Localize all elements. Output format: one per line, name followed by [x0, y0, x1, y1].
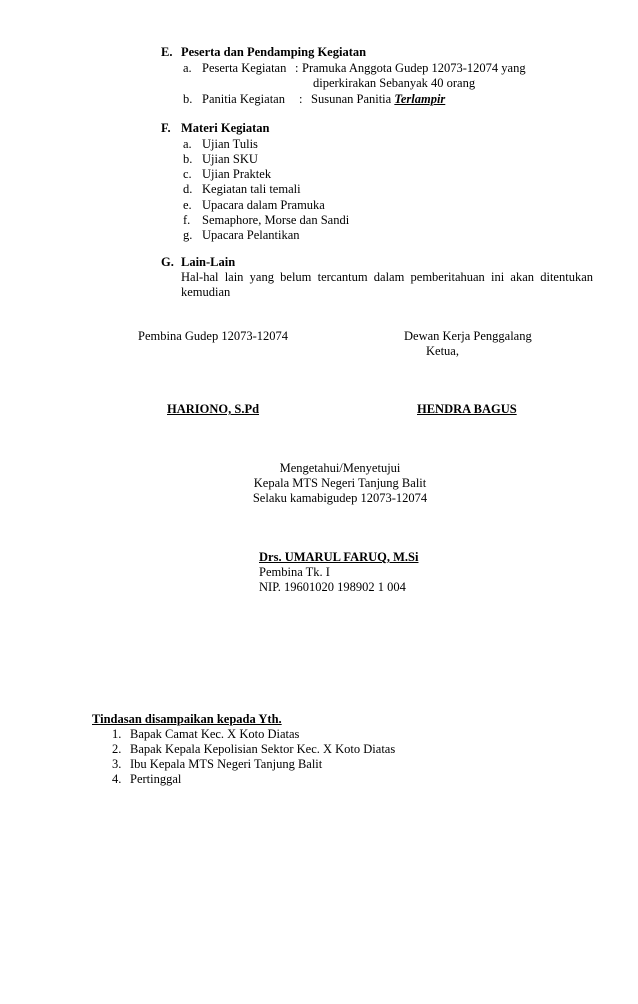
section-f-item-letter: g.: [183, 228, 193, 242]
right-signatory-title: Dewan Kerja Penggalang: [404, 329, 532, 343]
approval-label: Mengetahui/Menyetujui: [279, 461, 401, 475]
section-e-row-b-label: Panitia Kegiatan: [202, 92, 285, 106]
section-f-item-letter: e.: [183, 198, 192, 212]
section-f-item-letter: b.: [183, 152, 193, 166]
section-e-title: Peserta dan Pendamping Kegiatan: [181, 45, 367, 59]
section-e-row-a-label: Peserta Kegiatan: [202, 61, 287, 75]
section-f-item: Upacara Pelantikan: [202, 228, 300, 242]
section-g-text: Hal-hal lain yang belum tercantum dalam pemberitahuan ini akan ditentukan kemudian: [181, 270, 593, 299]
approval-position: Kepala MTS Negeri Tanjung Balit: [253, 476, 427, 490]
section-e-row-a-sep: :: [295, 61, 299, 75]
cc-item: Bapak Camat Kec. X Koto Diatas: [130, 727, 300, 741]
approval-role: Selaku kamabigudep 12073-12074: [252, 491, 428, 505]
section-e-row-b-letter: b.: [183, 92, 193, 106]
cc-item: Pertinggal: [130, 772, 182, 786]
section-f-item-letter: d.: [183, 182, 193, 196]
cc-item-number: 1.: [112, 727, 122, 741]
approval-nip: NIP. 19601020 198902 1 004: [259, 580, 406, 594]
section-g-letter: G.: [161, 255, 174, 269]
section-f-item: Ujian Tulis: [202, 137, 258, 151]
section-f-item: Kegiatan tali temali: [202, 182, 301, 196]
left-signatory-name: HARIONO, S.Pd: [167, 402, 260, 416]
section-f-item-letter: c.: [183, 167, 192, 181]
section-g-title: Lain-Lain: [181, 255, 236, 269]
section-e-row-b-value-emphasis: Terlampir: [394, 92, 446, 106]
section-e-row-b-value-text: Susunan Panitia: [311, 92, 395, 106]
section-f-item: Ujian SKU: [202, 152, 258, 166]
section-e-row-a-value-cont: diperkirakan Sebanyak 40 orang: [313, 76, 476, 90]
cc-title: Tindasan disampaikan kepada Yth.: [92, 712, 282, 726]
approval-name: Drs. UMARUL FARUQ, M.Si: [259, 550, 419, 564]
section-e-letter: E.: [161, 45, 173, 59]
section-e-row-b-sep: :: [299, 92, 303, 106]
left-signatory-title: Pembina Gudep 12073-12074: [138, 329, 288, 343]
section-f-item-letter: f.: [183, 213, 191, 227]
cc-item-number: 2.: [112, 742, 122, 756]
section-e-row-a-letter: a.: [183, 61, 192, 75]
cc-item-number: 4.: [112, 772, 122, 786]
section-f-letter: F.: [161, 121, 171, 135]
right-signatory-role: Ketua,: [426, 344, 459, 358]
section-e-row-a-value: Pramuka Anggota Gudep 12073-12074 yang: [302, 61, 526, 75]
section-e-row-b-value: [311, 92, 445, 107]
cc-item-number: 3.: [112, 757, 122, 771]
approval-rank: Pembina Tk. I: [259, 565, 330, 579]
section-f-title: Materi Kegiatan: [181, 121, 270, 135]
section-f-item: Ujian Praktek: [202, 167, 272, 181]
section-f-item: Upacara dalam Pramuka: [202, 198, 325, 212]
right-signatory-name: HENDRA BAGUS: [417, 402, 517, 416]
cc-item: Ibu Kepala MTS Negeri Tanjung Balit: [130, 757, 323, 771]
section-f-item-letter: a.: [183, 137, 192, 151]
cc-item: Bapak Kepala Kepolisian Sektor Kec. X Koto Diatas: [130, 742, 396, 756]
section-f-item: Semaphore, Morse dan Sandi: [202, 213, 350, 227]
